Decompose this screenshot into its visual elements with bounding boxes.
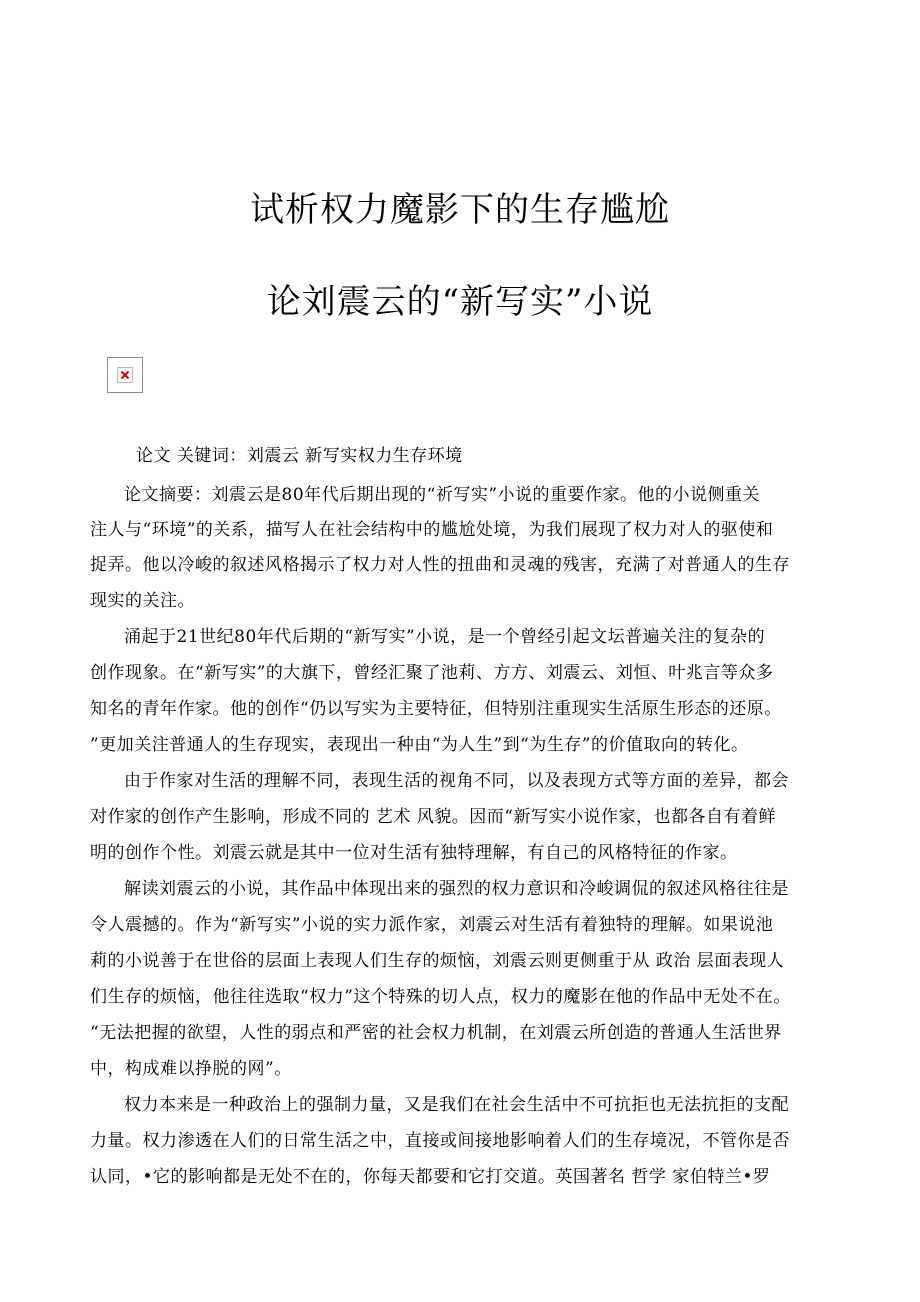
broken-image-icon — [107, 357, 143, 393]
text-line: 创作现象。在“新写实”的大旗下，曾经汇聚了池莉、方方、刘震云、刘恒、叶兆言等众多 — [90, 663, 774, 683]
keywords-line: 论文 关键词：刘震云 新写实权力生存环境 — [136, 446, 463, 466]
text-line: 涌起于21世纪80年代后期的“新写实”小说，是一个曾经引起文坛普遍关注的复杂的 — [124, 627, 766, 647]
text-line: 中，构成难以挣脱的网”。 — [90, 1059, 292, 1079]
text-line: 认同，•它的影响都是无处不在的，你每天都要和它打交道。英国著名 哲学 家伯特兰•罗 — [90, 1167, 771, 1187]
text-line: 令人震撼的。作为“新写实”小说的实力派作家，刘震云对生活有着独特的理解。如果说池 — [90, 915, 774, 935]
text-line: 权力本来是一种政治上的强制力量，又是我们在社会生活中不可抗拒也无法抗拒的支配 — [124, 1095, 789, 1115]
text-line: ”更加关注普通人的生存现实，表现出一种由“为人生”到“为生存”的价值取向的转化。 — [90, 735, 749, 755]
text-line: 对作家的创作产生影响，形成不同的 艺术 风貌。因而“新写实小说作家，也都各自有着鲜 — [90, 807, 776, 827]
text-line: 明的创作个性。刘震云就是其中一位对生活有独特理解，有自己的风格特征的作家。 — [90, 843, 738, 863]
image-frame — [117, 367, 133, 383]
text-line: 解读刘震云的小说，其作品中体现出来的强烈的权力意识和冷峻调侃的叙述风格往往是 — [124, 879, 789, 899]
text-line: 现实的关注。 — [90, 591, 195, 611]
document-subtitle: 论刘震云的“新写实”小说 — [266, 282, 654, 322]
text-line: 知名的青年作家。他的创作“仍以写实为主要特征，但特别注重现实生活原生形态的还原。 — [90, 699, 782, 719]
text-line: 论文摘要：刘震云是80年代后期出现的“祈写实”小说的重要作家。他的小说侧重关 — [124, 485, 761, 505]
text-line: 捉弄。他以冷峻的叙述风格揭示了权力对人性的扭曲和灵魂的残害，充满了对普通人的生存 — [90, 555, 790, 575]
close-icon — [120, 370, 130, 380]
text-line: 力量。权力渗透在人们的日常生活之中，直接或间接地影响着人们的生存境况，不管你是否 — [90, 1131, 790, 1151]
text-line: “无法把握的欲望，人性的弱点和严密的社会权力机制，在刘震云所创造的普通人生活世界 — [90, 1023, 782, 1043]
document-title: 试析权力魔影下的生存尴尬 — [250, 190, 670, 230]
text-line: 们生存的烦恼，他往往选取“权力”这个特殊的切人点，权力的魔影在他的作品中无处不在。 — [90, 987, 791, 1007]
text-line: 莉的小说善于在世俗的层面上表现人们生存的烦恼，刘震云则更侧重于从 政治 层面表现人 — [90, 951, 785, 971]
text-line: 注人与“环境”的关系，描写人在社会结构中的尴尬处境，为我们展现了权力对人的驱使和 — [90, 520, 774, 540]
text-line: 由于作家对生活的理解不同，表现生活的视角不同，以及表现方式等方面的差异，都会 — [124, 771, 789, 791]
